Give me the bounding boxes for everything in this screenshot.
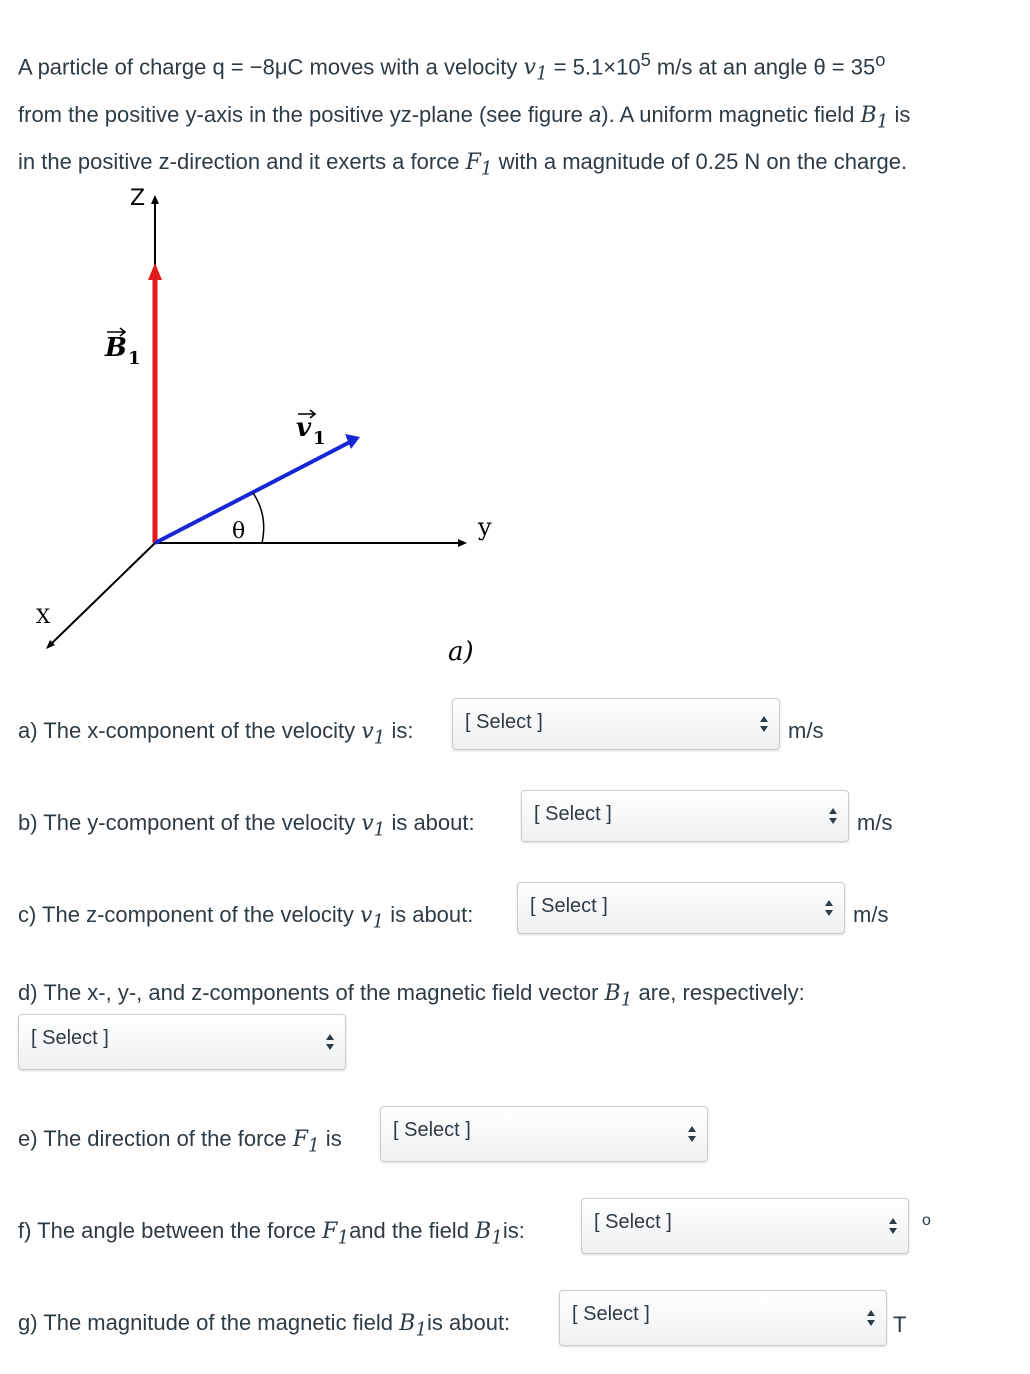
question-e: e) The direction of the force $F_1$ is bbox=[18, 1126, 342, 1157]
svg-text:B: B bbox=[105, 333, 127, 363]
question-b: b) The y-component of the velocity $v_1$ is about: bbox=[18, 810, 475, 841]
angle-arc bbox=[253, 493, 264, 543]
field-magnitude-select[interactable]: [ Select ] bbox=[559, 1290, 887, 1346]
velocity-symbol: $v_1$ bbox=[361, 719, 386, 749]
select-arrows-icon bbox=[828, 805, 838, 827]
force-symbol: $F_1$ bbox=[465, 150, 493, 180]
velocity-y-unit: m/s bbox=[857, 810, 893, 835]
question-d: d) The x-, y-, and z-components of the magnetic field vector $B_1$ are, respectively: bbox=[18, 980, 805, 1011]
force-direction-select[interactable]: [ Select ] bbox=[380, 1106, 708, 1162]
problem-line-2: from the positive y-axis in the positive yz-plane (see figure a). A uniform magnetic field $B_1$ is bbox=[18, 101, 911, 133]
velocity-symbol: $v_1$ bbox=[361, 811, 386, 841]
x-axis bbox=[50, 543, 155, 645]
question-f: f) The angle between the force $F_1and$ the field $B_1is$: bbox=[18, 1218, 525, 1249]
field-magnitude-unit: T bbox=[893, 1312, 907, 1337]
field-symbol: $B_1$ bbox=[475, 1219, 503, 1249]
question-c: c) The z-component of the velocity $v_1$ is about: bbox=[18, 902, 474, 933]
figure-caption: a) bbox=[448, 637, 474, 667]
question-g: g) The magnitude of the magnetic field $B_1is$ about: bbox=[18, 1310, 511, 1341]
y-axis-label: y bbox=[478, 513, 492, 541]
velocity-y-select[interactable]: [ Select ] bbox=[521, 790, 849, 842]
select-arrows-icon bbox=[325, 1031, 335, 1053]
select-arrows-icon bbox=[687, 1123, 697, 1145]
figure-a bbox=[0, 170, 520, 680]
velocity-label bbox=[296, 410, 326, 449]
velocity-x-unit: m/s bbox=[788, 718, 824, 743]
select-arrows-icon bbox=[824, 897, 834, 919]
angle-unit: o bbox=[922, 1212, 931, 1229]
velocity-symbol: $v_1$ bbox=[359, 903, 385, 933]
z-axis-label: Z bbox=[130, 186, 146, 211]
force-field-angle-select[interactable]: [ Select ] bbox=[581, 1198, 909, 1254]
velocity-z-select[interactable]: [ Select ] bbox=[517, 882, 845, 934]
magnetic-field-arrowhead bbox=[148, 263, 162, 280]
velocity-z-unit: m/s bbox=[853, 902, 889, 927]
field-symbol: $B_1$ bbox=[604, 981, 633, 1011]
x-axis-label: X bbox=[36, 604, 51, 628]
velocity-symbol: $v_1$ bbox=[523, 55, 548, 85]
problem-line-3: in the positive z-direction and it exerts a force $F_1$ with a magnitude of 0.25 N on the charge. bbox=[18, 149, 908, 180]
problem-line-1: A particle of charge q = −8μC moves with a velocity $v_1 = 5.1\times 10^5$ m/s at an angle $\theta = 35^o$ bbox=[18, 49, 886, 85]
theta-label: θ bbox=[232, 519, 246, 544]
problem-statement bbox=[18, 40, 1008, 190]
y-axis-arrowhead bbox=[458, 539, 467, 547]
svg-text:v: v bbox=[296, 413, 312, 443]
field-symbol: $B_1$ bbox=[860, 102, 889, 133]
select-arrows-icon bbox=[759, 713, 769, 735]
select-arrows-icon bbox=[866, 1307, 876, 1329]
field-label bbox=[104, 328, 141, 369]
force-symbol: $F_1$ bbox=[292, 1127, 320, 1157]
velocity-x-select[interactable]: [ Select ] bbox=[452, 698, 780, 750]
velocity-vector bbox=[155, 442, 350, 543]
field-symbol: $B_1$ bbox=[399, 1311, 427, 1341]
svg-text:1: 1 bbox=[128, 348, 141, 369]
force-symbol: $F_1$ bbox=[322, 1219, 350, 1249]
select-arrows-icon bbox=[888, 1215, 898, 1237]
field-components-select[interactable]: [ Select ] bbox=[18, 1014, 346, 1070]
svg-text:1: 1 bbox=[313, 428, 326, 449]
z-axis-arrowhead bbox=[151, 195, 159, 204]
question-a: a) The x-component of the velocity $v_1$ is: bbox=[18, 718, 414, 749]
